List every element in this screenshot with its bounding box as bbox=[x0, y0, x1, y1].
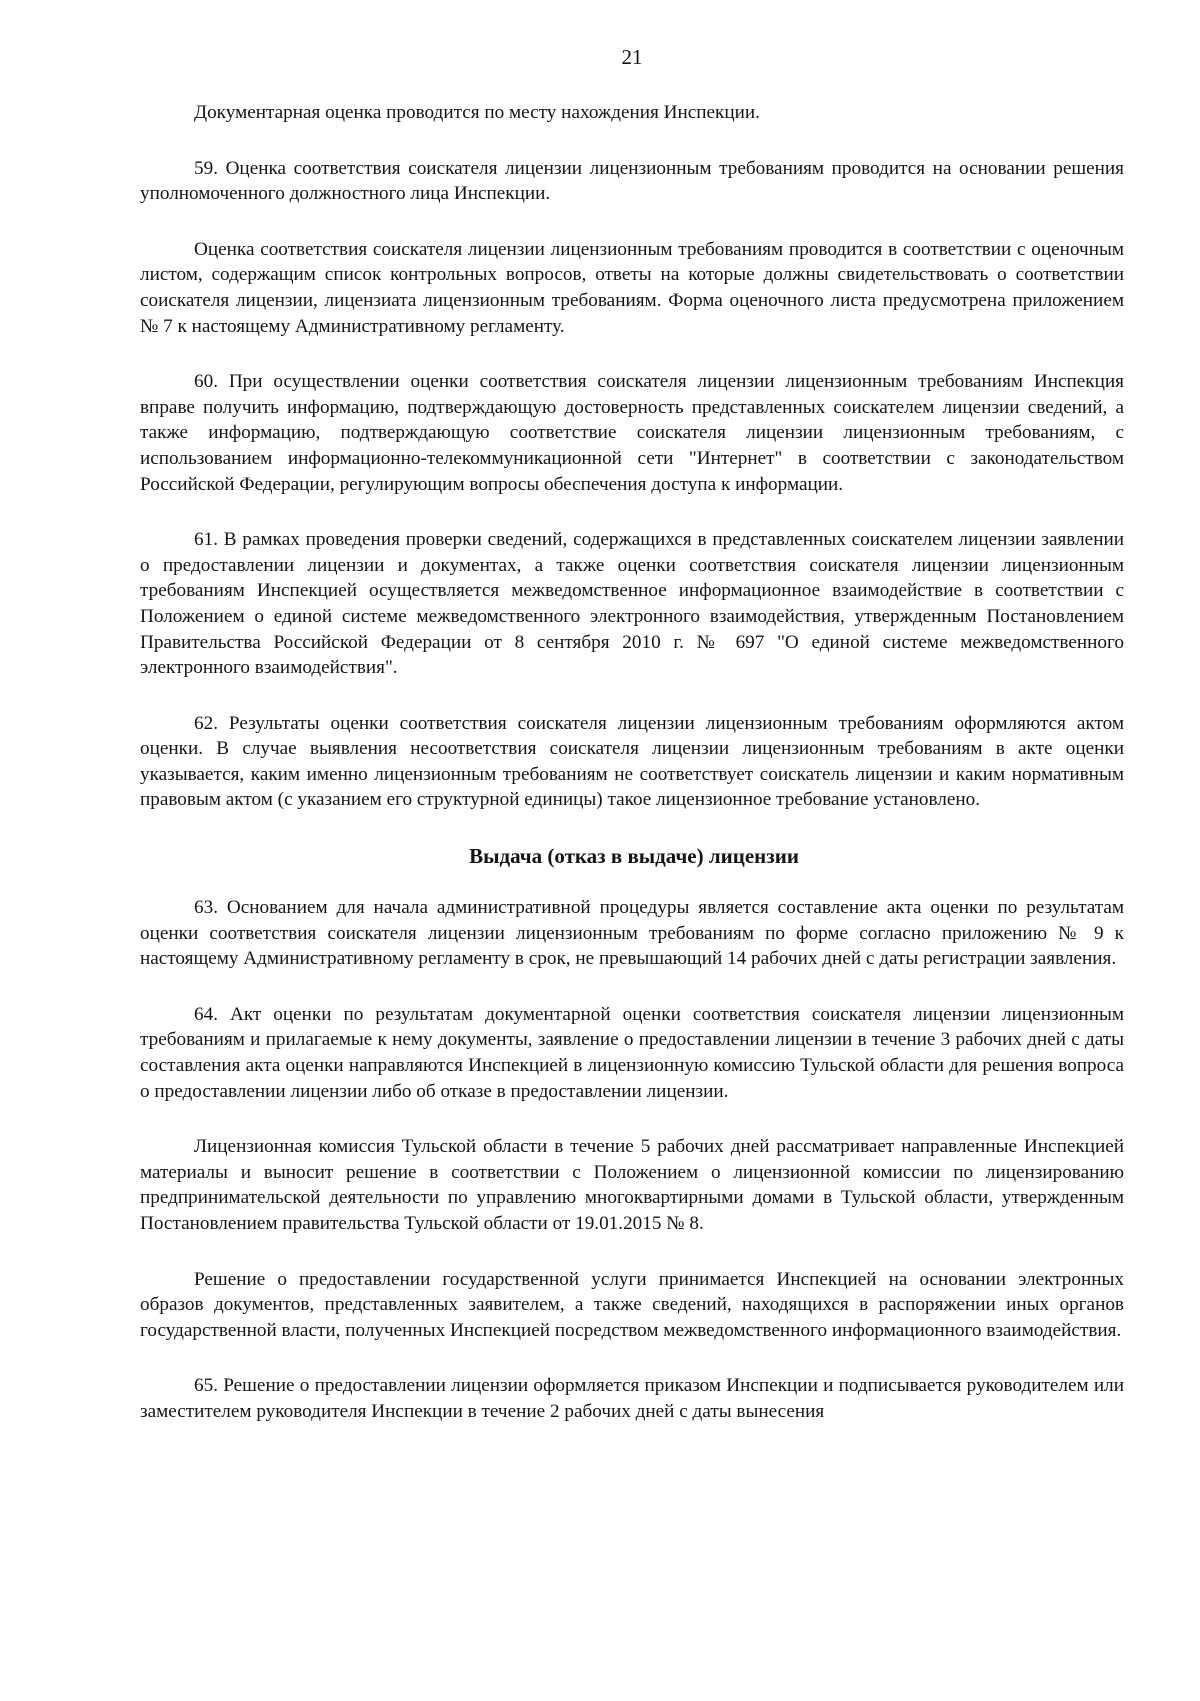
paragraph-64: 64. Акт оценки по результатам документарной оценки соответствия соискателя лицензии лицензионным требованиям и прилагаемые к нему документы, заявление о предоставлении лицензии в течение 3 рабочих дней с даты составления акта оценки направляются Инспекцией в лицензионную комиссию Тульской области для решения вопроса о предоставлении лицензии либо об отказе в предоставлении лицензии. bbox=[140, 1003, 1124, 1102]
section-heading: Выдача (отказ в выдаче) лицензии bbox=[469, 844, 799, 869]
paragraph-59-assessment-sheet: Оценка соответствия соискателя лицензии лицензионным требованиям проводится в соответствии с оценочным листом, содержащим список контрольных вопросов, ответы на которые должны свидетельствовать о соответствии соискателя лицензии, лицензиата лицензионным требованиям. Форма оценочного листа предусмотрена приложением № 7 к настоящему Административному регламенту. bbox=[140, 238, 1124, 337]
paragraph-64-decision-basis: Решение о предоставлении государственной услуги принимается Инспекцией на основании электронных образов документов, представленных заявителем, а также сведений, находящихся в распоряжении иных органов государственной власти, полученных Инспекцией посредством межведомственного информационного взаимодействия. bbox=[140, 1268, 1124, 1341]
paragraph-59: 59. Оценка соответствия соискателя лицензии лицензионным требованиям проводится на основании решения уполномоченного должностного лица Инспекции. bbox=[140, 157, 1124, 205]
paragraph-63: 63. Основанием для начала административной процедуры является составление акта оценки по результатам оценки соответствия соискателя лицензии лицензионным требованиям по форме согласно приложению № 9 к настоящему Административному регламенту в срок, не превышающий 14 рабочих дней с даты регистрации заявления. bbox=[140, 897, 1124, 970]
page-number: 21 bbox=[621, 45, 643, 69]
paragraph-65: 65. Решение о предоставлении лицензии оформляется приказом Инспекции и подписывается руководителем или заместителем руководителя Инспекции в течение 2 рабочих дней с даты вынесения bbox=[140, 1375, 1124, 1422]
paragraph-62: 62. Результаты оценки соответствия соискателя лицензии лицензионным требованиям оформляются актом оценки. В случае выявления несоответствия соискателя лицензии лицензионным требованиям в акте оценки указывается, каким именно лицензионным требованиям не соответствует соискатель лицензии и каким нормативным правовым актом (с указанием его структурной единицы) такое лицензионное требование установлено. bbox=[140, 712, 1124, 811]
paragraph-documentary-assessment: Документарная оценка проводится по месту нахождения Инспекции. bbox=[194, 102, 760, 123]
document-body bbox=[140, 100, 1124, 1455]
paragraph-61: 61. В рамках проведения проверки сведений, содержащихся в представленных соискателем лицензии заявлении о предоставлении лицензии и документах, а также оценки соответствия соискателя лицензии лицензионным требованиям Инспекцией осуществляется межведомственное информационное взаимодействие в соответствии с Положением о единой системе межведомственного электронного взаимодействия, утвержденным Постановлением Правительства Российской Федерации от 8 сентября 2010 г. № 697 "О единой системе межведомственного электронного взаимодействия". bbox=[140, 529, 1124, 679]
paragraph-60: 60. При осуществлении оценки соответствия соискателя лицензии лицензионным требованиям Инспекция вправе получить информацию, подтверждающую достоверность представленных соискателем лицензии сведений, а также информацию, подтверждающую соответствие соискателя лицензии лицензионным требованиям, с использованием информационно-телекоммуникационной сети "Интернет" в соответствии с законодательством Российской Федерации, регулирующим вопросы обеспечения доступа к информации. bbox=[140, 371, 1124, 495]
paragraph-64-licensing-commission: Лицензионная комиссия Тульской области в течение 5 рабочих дней рассматривает направленные Инспекцией материалы и выносит решение в соответствии с Положением о лицензионной комиссии по лицензированию предпринимательской деятельности по управлению многоквартирными домами в Тульской области, утвержденным Постановлением правительства Тульской области от 19.01.2015 № 8. bbox=[140, 1136, 1124, 1234]
